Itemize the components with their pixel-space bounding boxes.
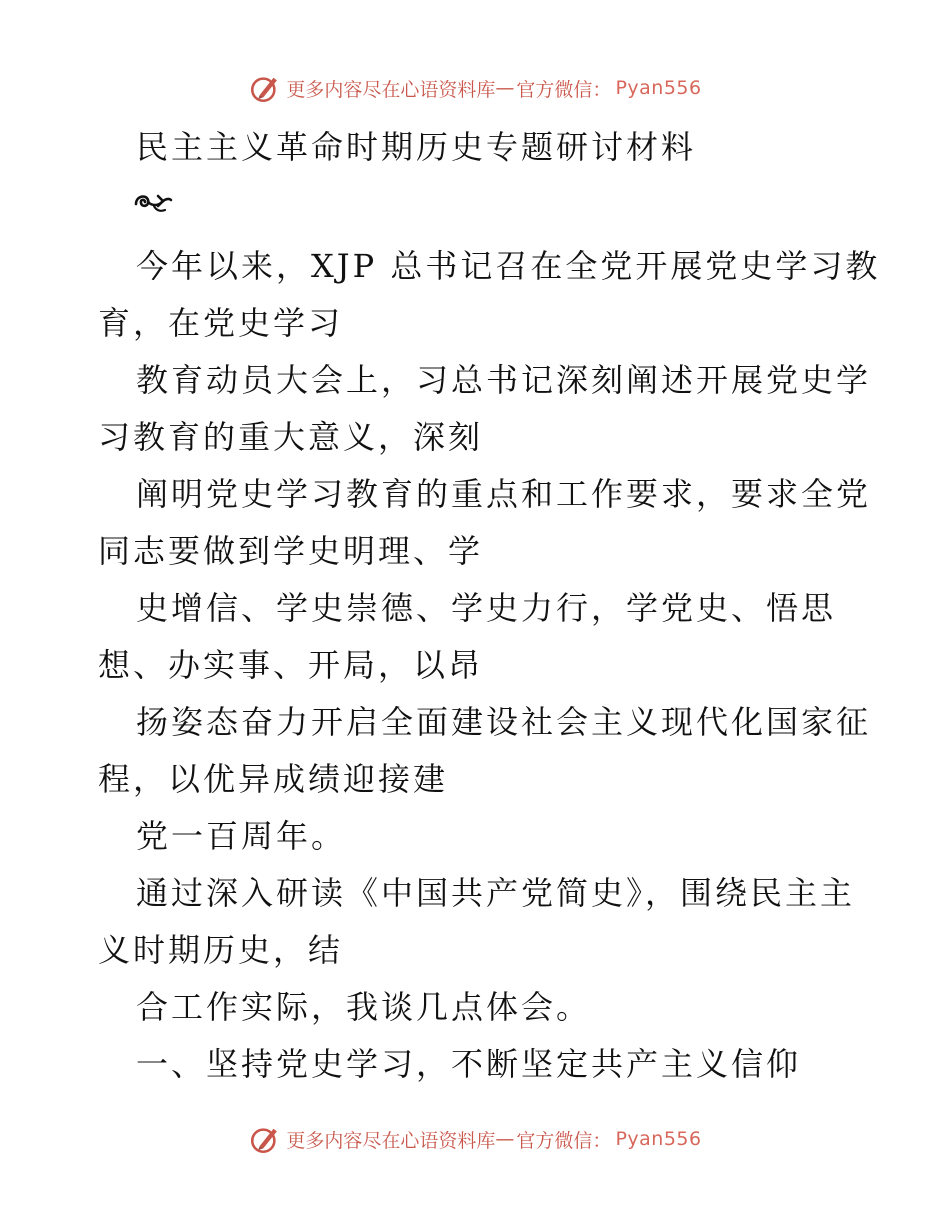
body-line: 育，在党史学习 [98, 304, 344, 342]
body-line: 党一百周年。 [136, 817, 347, 855]
watermark-header [0, 68, 950, 108]
flourish-ornament-icon [132, 188, 174, 218]
watermark-brand: 更多内容尽在心语资料库 [286, 78, 496, 101]
pen-circle-logo-icon [248, 1122, 282, 1156]
body-line: 阐明党史学习教育的重点和工作要求，要求全党 [136, 475, 872, 513]
body-line: 通过深入研读《中国共产党简史》，围绕民主主 [136, 874, 856, 912]
watermark-footer [0, 1119, 950, 1159]
watermark-brand: 更多内容尽在心语资料库 [286, 1129, 496, 1152]
body-line: 今年以来，XJP 总书记召在全党开展党史学习教 [136, 247, 881, 285]
watermark-separator: — [495, 77, 515, 99]
watermark-official-label: 官方微信： [516, 78, 612, 101]
body-line: 程，以优异成绩迎接建 [98, 760, 449, 798]
body-line: 习教育的重大意义，深刻 [98, 418, 484, 456]
watermark-separator: — [495, 1128, 515, 1150]
section-heading: 一、坚持党史学习，不断坚定共产主义信仰 [136, 1045, 802, 1083]
body-line: 想、办实事、开局，以昂 [98, 646, 484, 684]
document-body [98, 238, 881, 1093]
watermark-account: Pyan556 [615, 77, 702, 99]
watermark-official-label: 官方微信： [516, 1129, 612, 1152]
body-line: 史增信、学史崇德、学史力行，学党史、悟思 [136, 589, 837, 627]
pen-circle-logo-icon [248, 71, 282, 105]
body-line: 同志要做到学史明理、学 [98, 532, 484, 570]
body-line: 教育动员大会上，习总书记深刻阐述开展党史学 [136, 361, 872, 399]
body-line: 合工作实际，我谈几点体会。 [136, 988, 592, 1026]
body-line: 扬姿态奋力开启全面建设社会主义现代化国家征 [136, 703, 872, 741]
document-title: 民主主义革命时期历史专题研讨材料 [136, 128, 697, 166]
watermark-account: Pyan556 [615, 1128, 702, 1150]
body-line: 义时期历史，结 [98, 931, 344, 969]
